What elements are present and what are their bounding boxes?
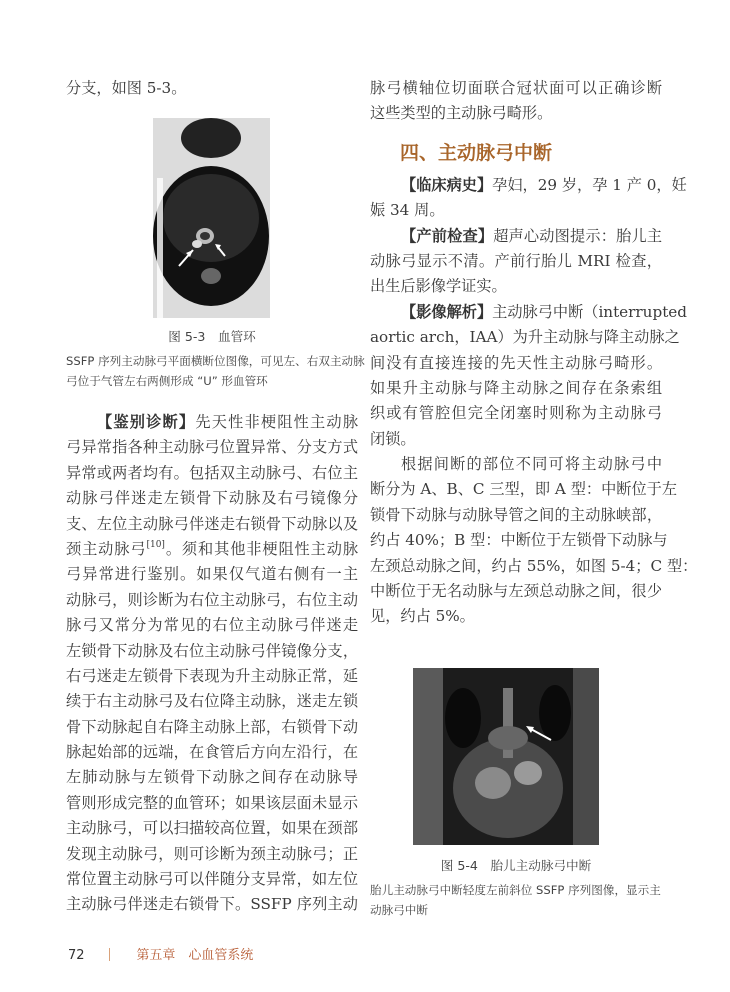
section-label: 【影像解析】 [401, 302, 493, 321]
paragraph-line: 动脉弓显示不清。产前行胎儿 MRI 检查， [370, 251, 662, 270]
paragraph-line: 根据间断的部位不同可将主动脉弓中 [401, 455, 662, 474]
paragraph-line: 左锁骨下动脉及右位主动脉弓伴镜像分支， [66, 641, 358, 660]
paragraph-text: 孕妇，29 岁，孕 1 产 0，妊 [492, 175, 687, 194]
paragraph-line: 管则形成完整的血管环；如果该层面未显示 [66, 793, 358, 812]
paragraph-line: 骨下动脉起自右降主动脉上部，右锁骨下动 [66, 717, 358, 736]
citation: [10] [146, 539, 165, 550]
section-label: 【鉴别诊断】 [97, 413, 196, 431]
paragraph-line: 续于右主动脉弓及右位降主动脉，迷走左锁 [66, 692, 358, 711]
right-column [370, 76, 698, 630]
paragraph-line: 左颈总动脉之间，约占 55%，如图 5-4；C 型： [370, 556, 698, 575]
paragraph-line: 分支，如图 5-3。 [66, 79, 187, 97]
paragraph-text: 超声心动图提示：胎儿主 [493, 226, 663, 245]
caption-line: SSFP 序列主动脉弓平面横断位图像，可见左、右双主动脉 [66, 354, 365, 368]
left-column [66, 76, 358, 101]
paragraph-line: 见，约占 5%。 [370, 607, 475, 626]
paragraph-text: 颈主动脉弓 [66, 539, 147, 558]
paragraph-line: 主动脉弓，可以扫描较高位置，如果在颈部 [66, 819, 358, 838]
paragraph-line: 断分为 A、B、C 三型，即 A 型：中断位于左 [370, 480, 678, 499]
paragraph-line: 发现主动脉弓，则可诊断为颈主动脉弓；正 [66, 844, 358, 863]
paragraph-line: aortic arch，IAA）为升主动脉与降主动脉之 [370, 328, 680, 347]
figure-5-3-image [153, 118, 270, 318]
paragraph-line: 间没有直接连接的先天性主动脉弓畸形。 [370, 353, 662, 372]
paragraph-line: 脉起始部的远端，在食管后方向左沿行，在 [66, 743, 358, 762]
paragraph-line: 中断位于无名动脉与左颈总动脉之间，很少 [370, 582, 662, 601]
paragraph-line: 织或有管腔但完全闭塞时则称为主动脉弓 [370, 404, 662, 423]
section-label: 【产前检查】 [401, 226, 494, 245]
figure-title: 图 5-4 胎儿主动脉弓中断 [440, 858, 592, 873]
paragraph-line: 娠 34 周。 [370, 201, 445, 220]
chapter-title: 第五章 心血管系统 [136, 948, 254, 963]
figure-5-4-image [413, 668, 599, 845]
footer-divider [109, 948, 111, 961]
paragraph-line: 脉弓又常分为常见的右位主动脉弓伴迷走 [66, 616, 358, 635]
caption-line: 动脉弓中断 [370, 903, 428, 917]
paragraph-line: 闭锁。 [370, 429, 416, 448]
figure-5-4-caption [370, 855, 662, 920]
paragraph-line: 弓异常指各种主动脉弓位置异常、分支方式 [66, 438, 358, 457]
paragraph-line: 约占 40%；B 型：中断位于左锁骨下动脉与 [370, 531, 668, 550]
page-footer [68, 944, 253, 963]
paragraph-line: 如果升主动脉与降主动脉之间存在条索组 [370, 378, 662, 397]
paragraph-line: 动脉弓，则诊断为右位主动脉弓，右位主动 [66, 590, 358, 609]
paragraph-line: 弓异常进行鉴别。如果仅气道右侧有一主 [66, 565, 358, 584]
figure-title: 图 5-3 血管环 [168, 329, 256, 344]
paragraph-text: 主动脉弓中断（interrupted [492, 302, 688, 321]
caption-line: 胎儿主动脉弓中断轻度左前斜位 SSFP 序列图像，显示主 [370, 883, 661, 897]
paragraph-line: 脉弓横轴位切面联合冠状面可以正确诊断 [370, 79, 662, 97]
paragraph-line: 这些类型的主动脉弓畸形。 [370, 104, 553, 123]
page-number: 72 [68, 948, 85, 963]
paragraph-line: 常位置主动脉弓可以伴随分支异常，如左位 [66, 870, 358, 889]
paragraph-line: 锁骨下动脉与动脉导管之间的主动脉峡部， [370, 505, 662, 524]
figure-5-3-caption [66, 326, 365, 391]
paragraph-text: 。须和其他非梗阻性主动脉 [164, 539, 359, 558]
paragraph-line: 左肺动脉与左锁骨下动脉之间存在动脉导 [66, 768, 358, 787]
paragraph-line: 右弓迷走左锁骨下表现为升主动脉正常，延 [66, 666, 358, 685]
differential-diagnosis-paragraph [66, 410, 358, 918]
paragraph-line: 出生后影像学证实。 [370, 277, 507, 296]
section-heading: 四、主动脉弓中断 [400, 141, 553, 164]
section-label: 【临床病史】 [401, 175, 493, 194]
caption-line: 弓位于气管左右两侧形成 “U” 形血管环 [66, 374, 268, 388]
paragraph-line: 动脉弓伴迷走左锁骨下动脉及右弓镜像分 [66, 489, 358, 508]
paragraph-line: 异常或两者均有。包括双主动脉弓、右位主 [66, 463, 358, 482]
paragraph-line: 支、左位主动脉弓伴迷走右锁骨下动脉以及 [66, 514, 358, 533]
paragraph-line: 主动脉弓伴迷走右锁骨下。SSFP 序列主动 [66, 895, 358, 914]
paragraph-text: 先天性非梗阻性主动脉 [195, 413, 359, 431]
